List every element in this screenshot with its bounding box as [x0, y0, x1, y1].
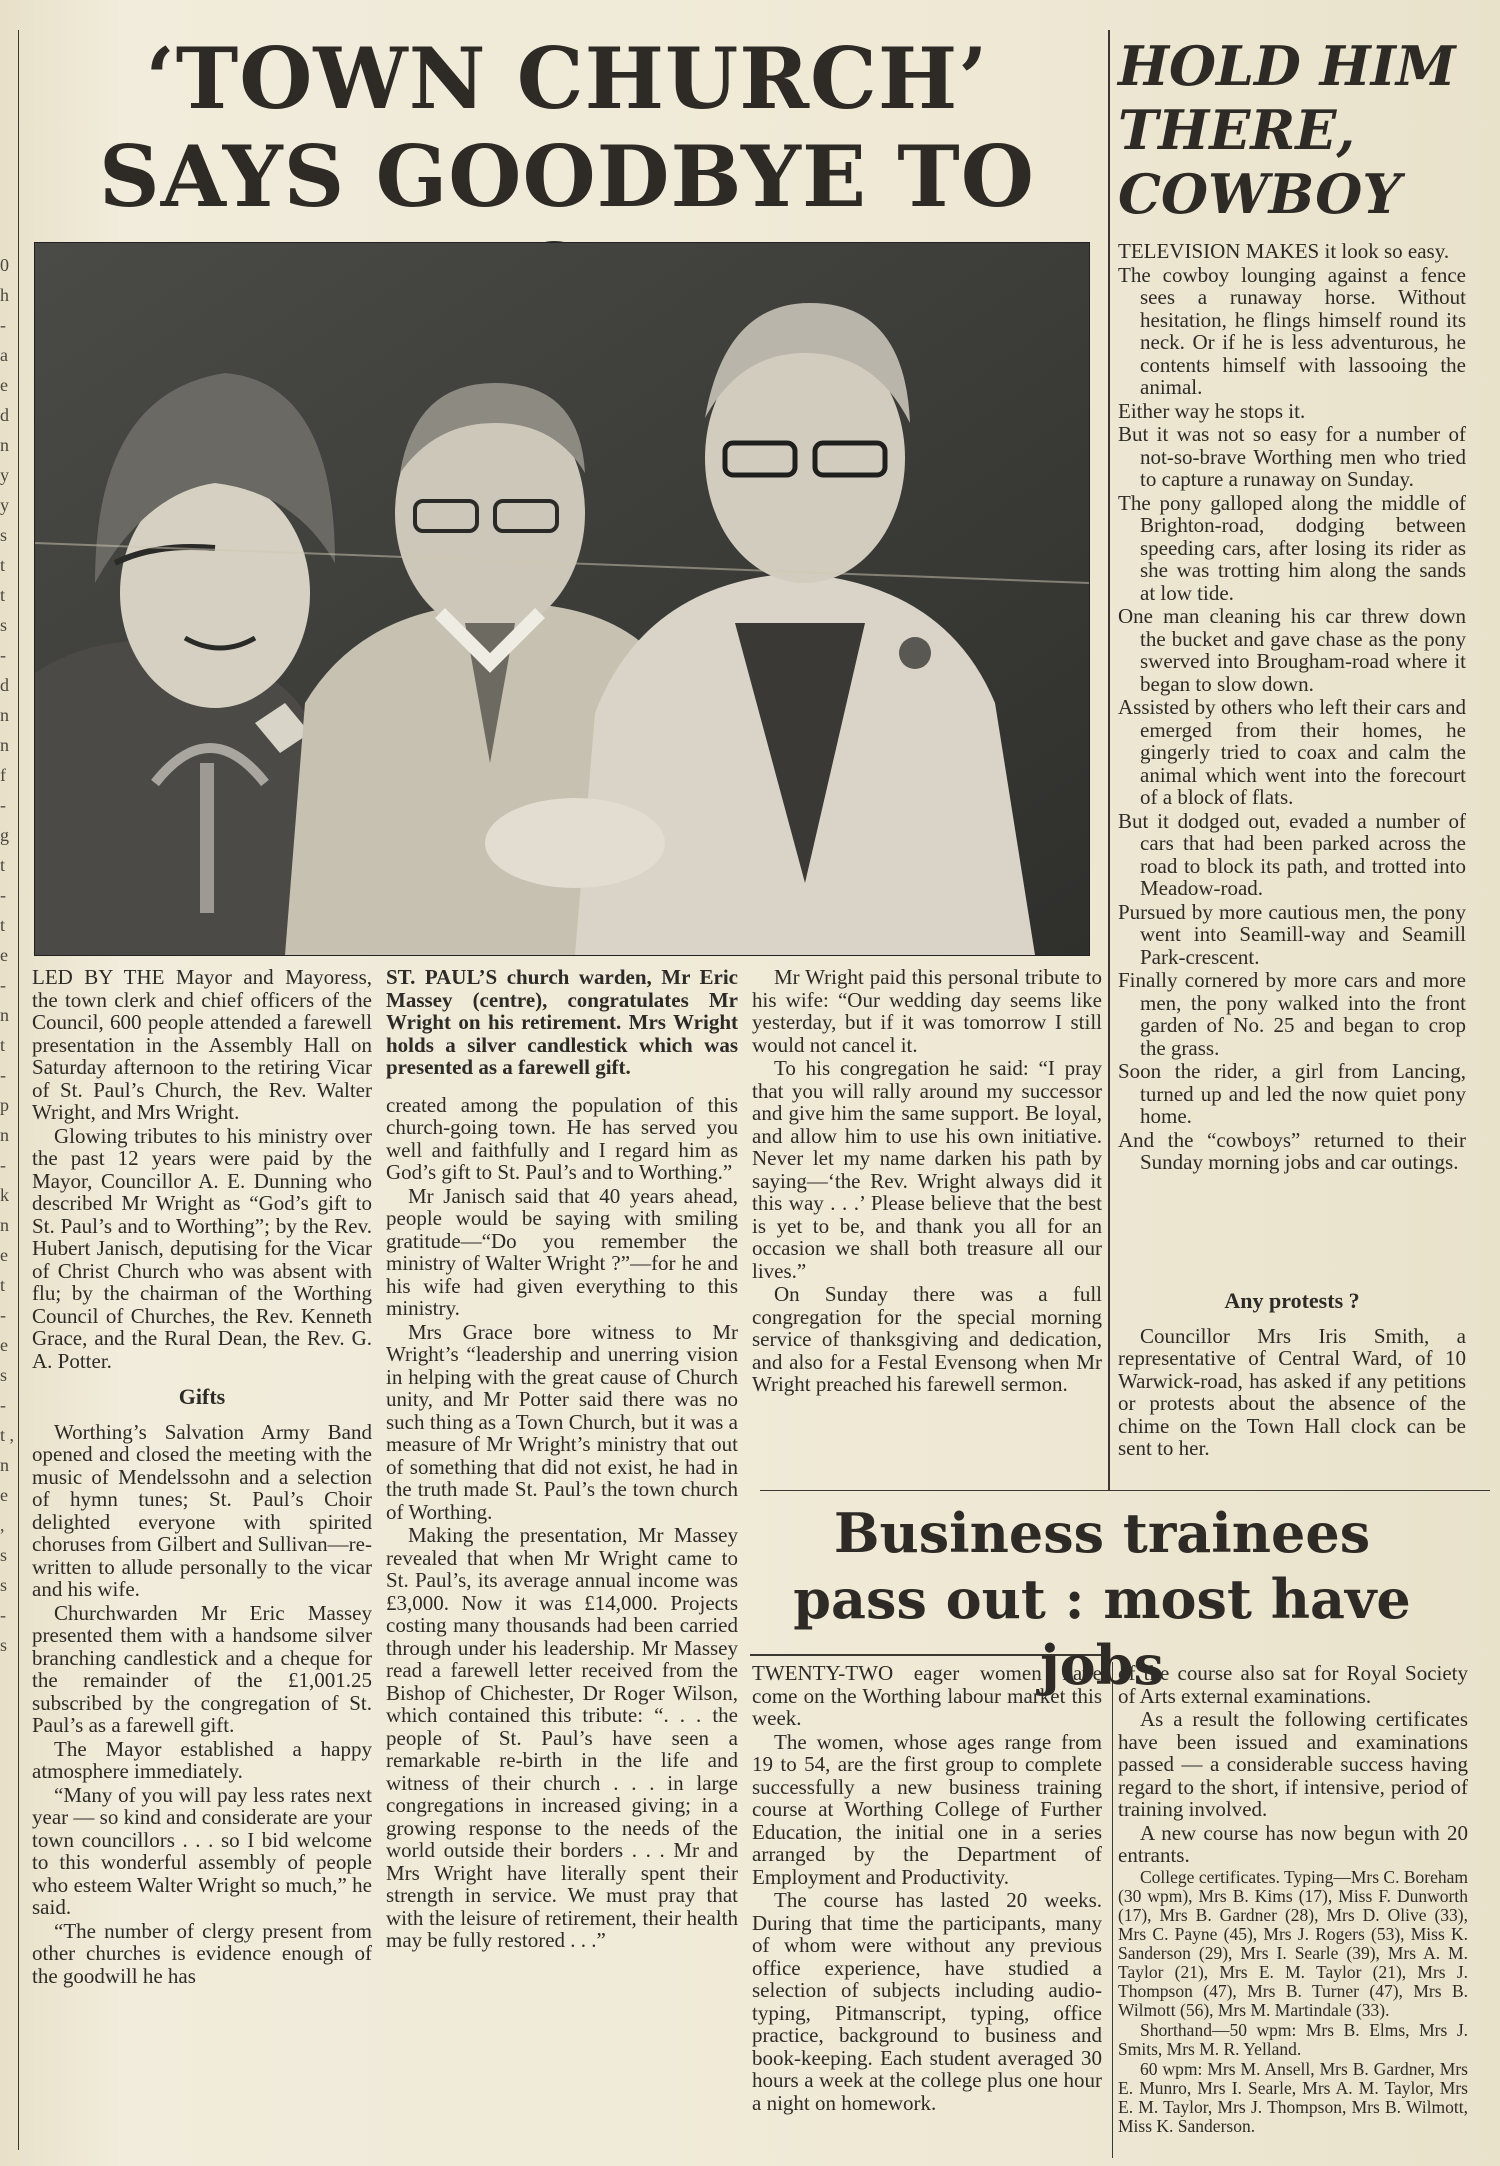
column-rule-left: [18, 30, 19, 2150]
paragraph: Assisted by others who left their cars and emerged from their homes, he gingerly tried to coax and calm the animal which went into the forecourt of a block of flats.: [1118, 695, 1466, 809]
paragraph: Churchwarden Mr Eric Massey presented them with a handsome silver branching candlestick and a cheque for the remainder of the £1,001.25 subscribed by the congregation of St. Paul’s as a farewell gift.: [32, 1600, 372, 1737]
paragraph: TWENTY-TWO eager women have come on the Worthing labour market this week.: [752, 1661, 1102, 1730]
paragraph: The pony galloped along the middle of Brighton-road, dodging between speeding cars, after losing its rider as she was trotting him along the sands at low tide.: [1118, 490, 1466, 605]
paragraph: Soon the rider, a girl from Lancing, turned up and led the now quiet pony home.: [1118, 1059, 1466, 1128]
business-headline: Business trainees pass out : most have jobs: [793, 1501, 1411, 1697]
story-column-3: [752, 966, 1102, 1397]
certificate-list: 60 wpm: Mrs M. Ansell, Mrs B. Gardner, Mrs E. Munro, Mrs I. Searle, Mrs A. M. Taylor, Mrs E. M. Taylor, Mrs J. Thompson, Mrs B. Wilmott, Miss K. Sanderson.: [1118, 2058, 1468, 2136]
paragraph: But it was not so easy for a number of not-so-brave Worthing men who tried to capture a runaway on Sunday.: [1118, 422, 1466, 491]
paragraph: Councillor Mrs Iris Smith, a representative of Central Ward, of 10 Warwick-road, has asked if any petitions or protests about the absence of the chime on the Town Hall clock can be sent to her.: [1118, 1323, 1466, 1460]
paragraph: The women, whose ages range from 19 to 54, are the first group to complete successfully a new business training course at Worthing College of Further Education, the initial one in a series arranged by the Department of Employment and Productivity.: [752, 1729, 1102, 1889]
paragraph: Glowing tributes to his ministry over the past 12 years were paid by the Mayor, Councillor A. E. Dunning who described Mr Wright as “God’s gift to St. Paul’s and to Worthing”; by the Rev. Hubert Janisch, deputising for the Vicar of Christ Church who was absent with flu; by the chairman of the Worthing Council of Churches, the Rev. Kenneth Grace, and the Rural Dean, the Rev. G. A. Potter.: [32, 1123, 372, 1373]
paragraph: Mr Janisch said that 40 years ahead, people would be saying with smiling gratitude—“Do you remember the ministry of Walter Wright ?”—for he and his wife had given everything to this ministry.: [386, 1183, 738, 1320]
paragraph: of the course also sat for Royal Society of Arts external examinations.: [1118, 1661, 1468, 1708]
story-column-1: [32, 966, 372, 1988]
paragraph: And the “cowboys” returned to their Sunday morning jobs and car outings.: [1118, 1127, 1466, 1174]
paragraph: The cowboy lounging against a fence sees a runaway horse. Without hesitation, he flings himself round its neck. Or if he is less adventurous, he contents himself with lassooing the animal.: [1118, 262, 1466, 399]
business-column-left: [752, 1662, 1102, 2115]
story-column-2: [386, 966, 738, 1953]
paragraph: One man cleaning his car threw down the bucket and gave chase as the pony swerved into Brougham-road where it began to slow down.: [1118, 604, 1466, 696]
paragraph: “The number of clergy present from other churches is evidence enough of the goodwill he has: [32, 1918, 372, 1988]
paragraph: Either way he stops it.: [1118, 398, 1306, 423]
paragraph: But it dodged out, evaded a number of cars that had been parked across the road to block its path, and trotted into Meadow-road.: [1118, 808, 1466, 900]
paragraph: As a result the following certificates have been issued and examinations passed — a considerable success having regard to the short, if intensive, period of training involved.: [1118, 1707, 1468, 1821]
news-photograph: [34, 242, 1090, 956]
paragraph: Finally cornered by more cars and more men, the pony walked into the front garden of No. 25 and began to crop the grass.: [1118, 968, 1466, 1060]
main-headline: ‘TOWN CHURCH’ SAYS GOODBYE TO: [99, 29, 1035, 226]
protests-story: [1118, 1290, 1466, 1461]
photograph-illustration: [35, 243, 1089, 955]
subhead-any-protests: Any protests ?: [1224, 1288, 1360, 1313]
paragraph: Mrs Grace bore witness to Mr Wright’s “leadership and unerring vision in helping with the great cause of Church unity, and Mr Potter said there was no such thing as a Town Church, but it was a measure of Mr Wright’s ministry that out of something that did not exist, he had in the truth made St. Paul’s the town church of Worthing.: [386, 1319, 738, 1524]
paragraph: A new course has now begun with 20 entrants.: [1118, 1820, 1468, 1867]
paragraph: TELEVISION MAKES it look so easy.: [1118, 239, 1450, 263]
paragraph: On Sunday there was a full congregation for the special morning service of thanksgiving and dedication, and also for a Festal Evensong when Mr Wright preached his farewell sermon.: [752, 1282, 1102, 1396]
column-rule-business: [1112, 1662, 1113, 2158]
rule-above-business: [760, 1490, 1490, 1491]
certificate-list: Shorthand—50 wpm: Mrs B. Elms, Mrs J. Smits, Mrs M. R. Yelland.: [1118, 2019, 1468, 2059]
paragraph: “Many of you will pay less rates next year — so kind and considerate are your town councillors . . . so I bid welcome to this wonderful assembly of people who esteem Walter Wright so much,” he said.: [32, 1782, 372, 1919]
paragraph: Making the presentation, Mr Massey revealed that when Mr Wright came to St. Paul’s, its average annual income was £3,000. Now it was £14,000. Projects costing many thousands had been carried through under his leadership. Mr Massey read a farewell letter received from the Bishop of Chichester, Dr Roger Wilson, which contained this tribute: “. . . the people of St. Paul’s have seen a remarkable re-birth in the life and witness of their church . . . in large congregations in increased giving; in a growing response to the needs of the world outside their borders . . . Mr and Mrs Wright have literally spent their strength in service. We must pray that with the leisure of retirement, their health may be fully restored . . .”: [386, 1523, 738, 1952]
paragraph: To his congregation he said: “I pray that you will rally around my successor and give him the same support. Be loyal, and allow him to use his own initiative. Never let my name darken his path by saying—‘the Rev. Wright always did it this way . . .’ Please believe that the best is yet to be, and thank you all for an occasion we shall both treasure all our lives.”: [752, 1056, 1102, 1283]
photo-caption: LED BY THE Mayor and Mayoress, the town clerk and chief officers of the Council, 600 people attended a farewell presentation in the Assembly Hall on Saturday afternoon to the retiring Vicar of St. Paul’s Church, the Rev. Walter Wright, and Mrs Wright.: [32, 965, 372, 1124]
paragraph: Mr Wright paid this personal tribute to his wife: “Our wedding day seems like yesterday, but if it was tomorrow I still would not cancel it.: [752, 965, 1102, 1057]
certificate-list: College certificates. Typing—Mrs C. Boreham (30 wpm), Mrs B. Kims (17), Miss F. Dunworth (17), Mrs B. Gardner (28), Mrs D. Olive (33), Mrs C. Payne (45), Mrs J. Rogers (53), Miss K. Sanderson (29), Mrs I. Searle (39), Mrs A. M. Taylor (21), Mrs E. M. Taylor (21), Mrs J. Thompson (47), Mrs B. Turner (47), Mrs B. Wilmott (56), Mrs M. Martindale (33).: [1118, 1866, 1468, 2020]
photo-caption-bold: ST. PAUL’S church warden, Mr Eric Massey (centre), congratulates Mr Wright on his retirement. Mrs Wright holds a silver candlestick which was presented as a farewell gift.: [386, 965, 738, 1079]
paragraph: The course has lasted 20 weeks. During that time the participants, many of whom were without any previous office experience, have studied a selection of subjects including audio-typing, Pitmanscript, typing, office practice, background to business and book-keeping. Each student averaged 30 hours a week at the college plus one hour a night on homework.: [752, 1888, 1102, 2115]
cut-column-edge-text: 0 h - a e d n y y s t t s - d n n f - g t - t e - n t - p n - k n e t - e s - t , n e , s s - s: [0, 255, 14, 1655]
paragraph: created among the population of this church-going town. He has served you well and faithfully and I regard him as God’s gift to St. Paul’s and to Worthing.”: [386, 1092, 738, 1184]
handshake: [485, 798, 665, 888]
sidebar-headline: HOLD HIM THERE, COWBOY: [1118, 34, 1456, 226]
paragraph: Pursued by more cautious men, the pony went into Seamill-way and Seamill Park-crescent.: [1118, 899, 1466, 969]
cowboy-story-column: [1118, 240, 1466, 1175]
subhead-gifts: Gifts: [178, 1384, 226, 1409]
paragraph: The Mayor established a happy atmosphere immediately.: [32, 1736, 372, 1783]
paragraph: Worthing’s Salvation Army Band opened and closed the meeting with the music of Mendelssohn and a selection of hymn tunes; St. Paul’s Choir delighted everyone with spirited choruses from Gilbert and Sullivan—re-written to allude personally to the vicar and his wife.: [32, 1419, 372, 1601]
business-column-right: [1118, 1662, 1468, 2137]
